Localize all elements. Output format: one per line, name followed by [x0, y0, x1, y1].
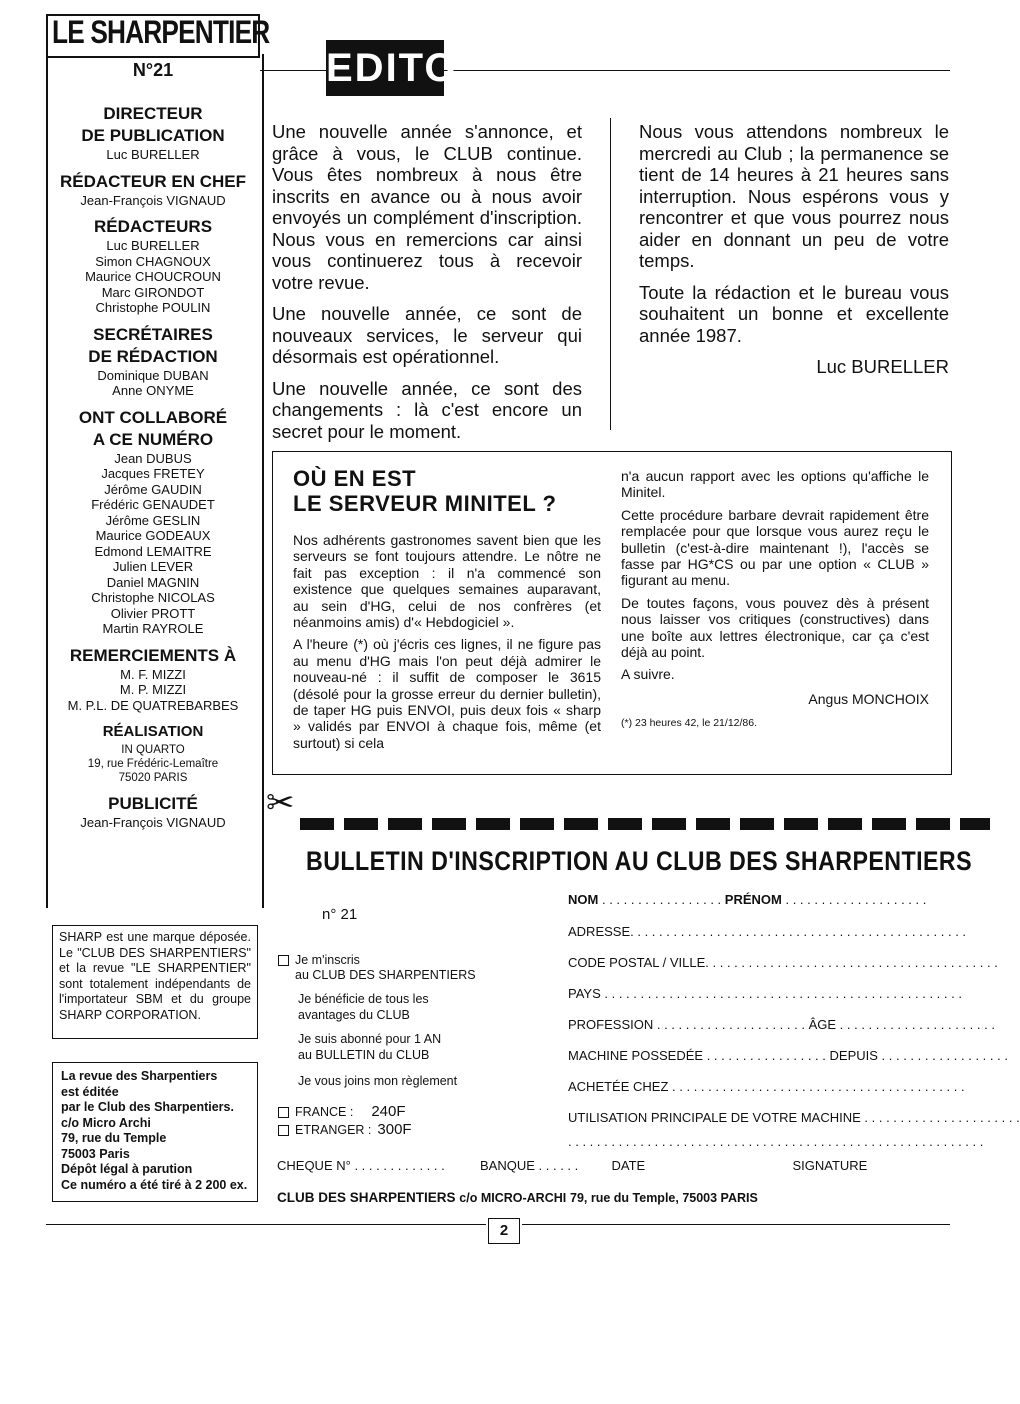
banque-field[interactable]: . . . . . .: [534, 1158, 579, 1173]
date-label: DATE: [611, 1158, 646, 1173]
minitel-signature: Angus MONCHOIX: [808, 690, 929, 707]
etranger-option[interactable]: [278, 1106, 412, 1138]
payment-text: Je vous joins mon règlement: [298, 1074, 458, 1088]
profession-label: PROFESSION: [568, 1017, 654, 1032]
minitel-paragraph: De toutes façons, vous pouvez dès à présent nous laisser vos critiques (constructives) dans une boîte aux lettres électronique, car ça c'est déjà au point.: [621, 594, 929, 661]
etranger-price: 300F: [377, 1120, 412, 1138]
profession-row: [568, 1017, 995, 1032]
code-postal-label: CODE POSTAL / VILLE: [568, 955, 706, 970]
cheque-label: CHEQUE N°: [277, 1158, 351, 1173]
club-address: [277, 1190, 758, 1205]
prenom-label: PRÉNOM: [724, 892, 782, 907]
adresse-label: ADRESSE: [568, 924, 631, 939]
nom-label: NOM: [568, 892, 599, 907]
credit-names: Dominique DUBAN Anne ONYME: [97, 367, 209, 398]
utilisation-label: UTILISATION PRINCIPALE DE VOTRE MACHINE: [568, 1110, 861, 1125]
credit-role: ONT COLLABORÉ A CE NUMÉRO: [78, 407, 228, 449]
edito-paragraph: Nous vous attendons nombreux le mercredi au Club ; la permanence se tient de 14 heures à 21 heures sans interruption. Nous espérons vous y rencontrer et que vous pourrez nous aider en donnant un peu de votre temps.: [639, 121, 949, 271]
machine-row: [568, 1048, 1008, 1063]
achetee-field[interactable]: . . . . . . . . . . . . . . . . . . . . . . . . . . . . . . . . . . . . . . . . .: [668, 1079, 965, 1094]
credit-role: DIRECTEUR DE PUBLICATION: [81, 104, 225, 145]
credit-names: M. F. MIZZI M. P. MIZZI M. P.L. DE QUATREBARBES: [67, 666, 239, 713]
age-field[interactable]: . . . . . . . . . . . . . . . . . . . . . .: [836, 1017, 995, 1032]
form-number: n° 21: [322, 906, 358, 923]
depuis-label: DEPUIS: [829, 1048, 878, 1063]
machine-label: MACHINE POSSEDÉE: [568, 1048, 704, 1063]
profession-field[interactable]: . . . . . . . . . . . . . . . . . . . . .: [653, 1017, 809, 1032]
credit-role: PUBLICITÉ: [108, 794, 198, 813]
credit-names: Jean-François VIGNAUD: [80, 815, 226, 830]
club-street: 79, rue du Temple, 75003 PARIS: [570, 1191, 758, 1205]
utilisation-field[interactable]: . . . . . . . . . . . . . . . . . . . . . .: [860, 1110, 1020, 1125]
usage-row-2: [568, 1134, 984, 1149]
scissors-icon: ✂: [266, 784, 295, 822]
edito-right-column: [639, 121, 949, 388]
publisher-info: La revue des Sharpentiers est éditée par le Club des Sharpentiers. c/o Micro Archi 79, rue du Temple 75003 Paris Dépôt légal à parution Ce numéro a été tiré à 2 200 ex.: [52, 1062, 258, 1202]
issue-number: N°21: [132, 60, 174, 80]
bottom-rule: [522, 1224, 950, 1225]
subscribe-checkbox[interactable]: [278, 955, 289, 966]
age-label: ÂGE: [808, 1017, 837, 1032]
edito-paragraph: Une nouvelle année, ce sont de nouveaux services, le serveur qui désormais est opérationnel.: [272, 303, 582, 367]
club-co: c/o MICRO-ARCHI: [459, 1191, 567, 1205]
signature-label: SIGNATURE: [792, 1158, 868, 1173]
nom-field[interactable]: . . . . . . . . . . . . . . . . .: [601, 892, 722, 907]
prenom-field[interactable]: . . . . . . . . . . . . . . . . . . . .: [785, 892, 927, 907]
column-divider: [610, 118, 611, 430]
pays-label: PAYS: [568, 986, 601, 1001]
minitel-footnote: (*) 23 heures 42, le 21/12/86.: [621, 717, 758, 730]
edito-paragraph: Une nouvelle année, ce sont des changements : là c'est encore un secret pour le moment.: [272, 377, 582, 442]
france-label: FRANCE :: [295, 1104, 354, 1119]
country-row: [568, 986, 962, 1001]
edito-paragraph: Toute la rédaction et le bureau vous souhaitent un bonne et excellente année 1987.: [639, 281, 949, 346]
minitel-paragraph: n'a aucun rapport avec les options qu'affiche le Minitel.: [621, 468, 929, 501]
minitel-paragraph: A suivre.: [621, 666, 675, 683]
credit-names: Jean DUBUS Jacques FRETEY Jérôme GAUDIN Frédéric GENAUDET Jérôme GESLIN Maurice GODEAUX Edmond LEMAITRE Julien LEVER Daniel MAGNIN Christophe NICOLAS Olivier PROTT Martin RAYROLE: [91, 450, 215, 636]
benefit-text: Je bénéficie de tous les avantages du CLUB: [298, 992, 429, 1022]
credit-names: IN QUARTO 19, rue Frédéric-Lemaître 75020 PARIS: [87, 744, 219, 784]
credit-names: Luc BURELLER Simon CHAGNOUX Maurice CHOUCROUN Marc GIRONDOT Christophe POULIN: [85, 238, 221, 315]
utilisation-field-2[interactable]: . . . . . . . . . . . . . . . . . . . . . . . . . . . . . . . . . . . . . . . . . . . . . . . . . . . . . . . . . .: [568, 1134, 984, 1149]
etranger-checkbox[interactable]: [278, 1125, 289, 1136]
minitel-title: OÙ EN EST LE SERVEUR MINITEL ?: [293, 466, 557, 516]
postcode-row: [568, 955, 998, 970]
payment-row: [277, 1158, 868, 1173]
club-name: CLUB DES SHARPENTIERS: [277, 1190, 456, 1205]
edito-badge: EDITO: [326, 40, 444, 96]
etranger-label: ETRANGER :: [295, 1122, 372, 1137]
cheque-field[interactable]: . . . . . . . . . . . . .: [350, 1158, 445, 1173]
france-price: 240F: [371, 1102, 406, 1120]
edito-left-column: [272, 121, 582, 452]
code-postal-field[interactable]: . . . . . . . . . . . . . . . . . . . . . . . . . . . . . . . . . . . . . . . . .: [705, 955, 998, 970]
credit-role: RÉDACTEUR EN CHEF: [59, 171, 247, 191]
subscribe-option[interactable]: [278, 937, 476, 984]
minitel-paragraph: A l'heure (*) où j'écris ces lignes, il ne figure pas au menu d'HG mais l'on peut déjà admirer le nouveau-né : il suffit de composer le 3615 (désolé pour la grosse erreur du dernier bulletin), de taper HG puis ENVOI, puis deux fois « sharp » validés par ENVOI à chaque fois, même (et surtout) si cela: [293, 636, 601, 751]
credit-role: REMERCIEMENTS À: [69, 645, 237, 665]
adresse-field[interactable]: . . . . . . . . . . . . . . . . . . . . . . . . . . . . . . . . . . . . . . . . . . . . . . .: [630, 924, 967, 939]
credit-role: RÉALISATION: [102, 723, 204, 740]
name-row: [568, 892, 950, 907]
credit-names: Jean-François VIGNAUD: [80, 192, 226, 208]
credit-role: SECRÉTAIRES DE RÉDACTION: [88, 324, 218, 366]
edito-signature: Luc BURELLER: [816, 356, 949, 377]
page-number: 2: [488, 1218, 520, 1244]
minitel-paragraph: Cette procédure barbare devrait rapidement être remplacée pour que lorsque vous aurez reçu le bulletin (c'est-à-dire maintenant !), l'accès se fasse par HG*CS ou par une option « CLUB » figurant au menu.: [621, 506, 929, 589]
minitel-left-column: [293, 532, 601, 757]
subscribe-label: Je m'inscris au CLUB DES SHARPENTIERS: [295, 952, 476, 982]
minitel-right-column: [621, 468, 929, 738]
purchase-row: [568, 1079, 965, 1094]
pays-field[interactable]: . . . . . . . . . . . . . . . . . . . . . . . . . . . . . . . . . . . . . . . . . . . . . . . . . .: [600, 986, 962, 1001]
machine-field[interactable]: . . . . . . . . . . . . . . . . .: [703, 1048, 830, 1063]
credits-list: [46, 95, 260, 831]
bulletin-title: BULLETIN D'INSCRIPTION AU CLUB DES SHARPENTIERS: [306, 846, 973, 876]
trademark-notice: SHARP est une marque déposée. Le "CLUB DES SHARPENTIERS" et la revue "LE SHARPENTIER" sont totalement indépendants de l'importateur SBM et du groupe SHARP CORPORATION.: [52, 925, 258, 1039]
credit-role: RÉDACTEURS: [93, 217, 213, 236]
banque-label: BANQUE: [480, 1158, 535, 1173]
subscription-text: Je suis abonné pour 1 AN au BULLETIN du CLUB: [298, 1032, 442, 1062]
credit-names: Luc BURELLER: [106, 147, 200, 162]
usage-row: [568, 1110, 1020, 1125]
bottom-rule: [46, 1224, 486, 1225]
address-row: [568, 924, 967, 939]
minitel-paragraph: Nos adhérents gastronomes savent bien que les serveurs se font toujours attendre. Le nôtre ne fait pas exception : il n'a commencé son existence que quelques semaines auparavant, au sein d'HG, celui de nos confrères (et néanmoins amis) d'« Hebdogiciel ».: [293, 532, 601, 631]
edito-paragraph: Une nouvelle année s'annonce, et grâce à vous, le CLUB continue. Vous êtes nombreux à nous être inscrits en avance ou à nous avoir envoyés un complément d'inscription. Nous vous en remercions car ainsi vous continuerez tous à recevoir votre revue.: [272, 121, 582, 293]
depuis-field[interactable]: . . . . . . . . . . . . . . . . . .: [877, 1048, 1008, 1063]
masthead-title: LE SHARPENTIER: [52, 14, 270, 50]
cut-line: [300, 818, 990, 830]
achetee-label: ACHETÉE CHEZ: [568, 1079, 669, 1094]
